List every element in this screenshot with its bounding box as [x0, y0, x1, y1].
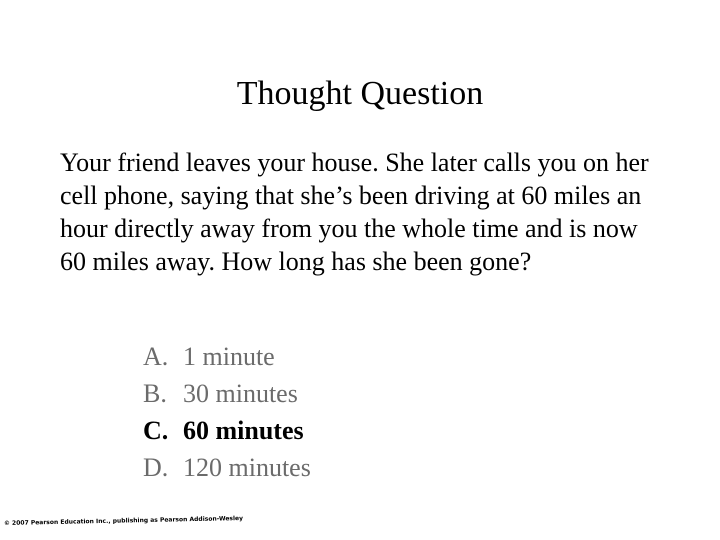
- option-letter: C.: [143, 416, 169, 445]
- option-text: 60 minutes: [183, 416, 304, 445]
- answer-option-c-highlighted: [143, 412, 311, 449]
- option-text: 120 minutes: [183, 453, 311, 482]
- option-text: 30 minutes: [183, 379, 298, 408]
- option-letter: D.: [143, 453, 169, 482]
- option-letter: A.: [143, 342, 169, 371]
- answer-option-d: [143, 449, 311, 486]
- answer-option-a: [143, 338, 311, 375]
- answer-options: [143, 338, 311, 486]
- answer-option-b: [143, 375, 311, 412]
- copyright-notice: © 2007 Pearson Education Inc., publishing as Pearson Addison-Wesley: [3, 514, 244, 527]
- option-letter: B.: [143, 379, 167, 408]
- question-text: Your friend leaves your house. She later calls you on her cell phone, saying that she’s been driving at 60 miles an hour directly away from you the whole time and is now 60 miles away. How long has she been gone?: [60, 148, 649, 276]
- slide-title: Thought Question: [236, 75, 484, 112]
- option-text: 1 minute: [183, 342, 275, 371]
